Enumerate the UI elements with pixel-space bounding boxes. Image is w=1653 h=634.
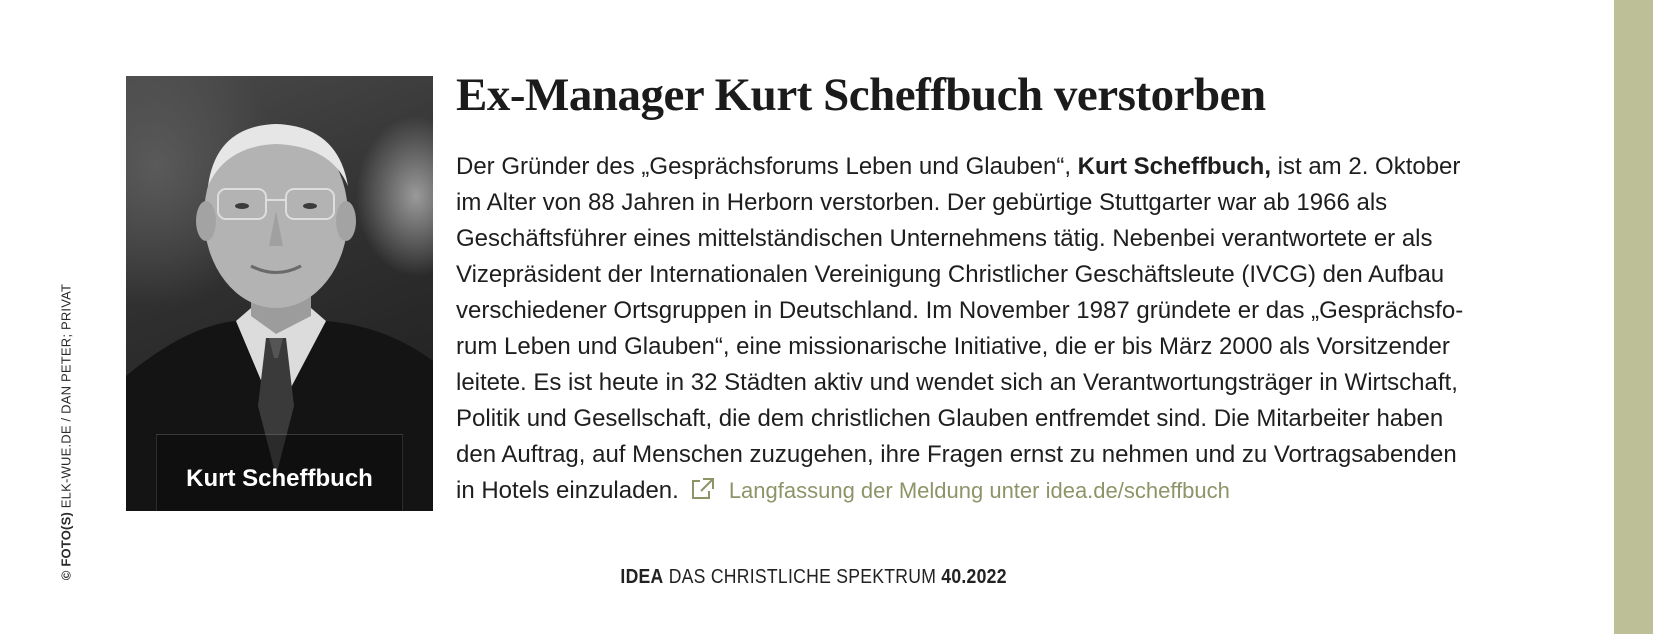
article-line-10: in Hotels einzuladen.: [456, 477, 679, 504]
portrait-photo: [126, 76, 433, 511]
article-line-last: [456, 473, 1536, 509]
article-line: leitete. Es ist heute in 32 Städten aktiv und wendet sich an Verantwortungsträger in Wirtschaft,: [456, 369, 1458, 396]
article-line: [456, 149, 1536, 185]
footer-brand: IDEA: [620, 566, 664, 588]
article-line: Politik und Gesellschaft, die dem christlichen Glauben entfremdet sind. Die Mitarbeiter haben: [456, 405, 1444, 432]
footer-issue: 40.2022: [941, 566, 1007, 588]
photo-caption: Kurt Scheffbuch: [186, 465, 373, 492]
photo-credit-prefix: © FOTO(S): [58, 512, 74, 581]
article-line: im Alter von 88 Jahren in Herborn verstorben. Der gebürtige Stuttgarter war ab 1966 als: [456, 189, 1388, 216]
article-line: rum Leben und Glauben“, eine missionarische Initiative, die er bis März 2000 als Vorsitzender: [456, 333, 1450, 360]
article-headline: Ex-Manager Kurt Scheffbuch verstorben: [456, 69, 1266, 121]
page-footer: [103, 566, 1523, 589]
article-line: Geschäftsführer eines mittelständischen Unternehmens tätig. Nebenbei verantwortete er als: [456, 225, 1433, 252]
article-line-1-end: ist am 2. Oktober: [1271, 153, 1461, 180]
article-line-1-start: Der Gründer des „Gesprächsforums Leben und Glauben“,: [456, 153, 1078, 180]
side-accent-bar: [1614, 0, 1653, 634]
article-line: den Auftrag, auf Menschen zuzugehen, ihre Fragen ernst zu nehmen und zu Vortragsabenden: [456, 441, 1457, 468]
article-line: Vizepräsident der Internationalen Vereinigung Christlicher Geschäftsleute (IVCG) den Aufbau: [456, 261, 1445, 288]
photo-credit-text: ELK-WUE.DE / DAN PETER; PRIVAT: [58, 283, 74, 509]
person-name-bold: Kurt Scheffbuch,: [1077, 153, 1271, 180]
footer-title: DAS CHRISTLICHE SPEKTRUM: [668, 566, 937, 588]
photo-credit: [59, 284, 74, 580]
read-more-link[interactable]: Langfassung der Meldung unter idea.de/scheffbuch: [728, 478, 1230, 503]
photo-caption-box: [156, 434, 403, 511]
external-link-icon[interactable]: [689, 477, 715, 501]
article-line: verschiedener Ortsgruppen in Deutschland. Im November 1987 gründete er das „Gesprächsfo-: [456, 297, 1464, 324]
article-body: [456, 149, 1536, 509]
